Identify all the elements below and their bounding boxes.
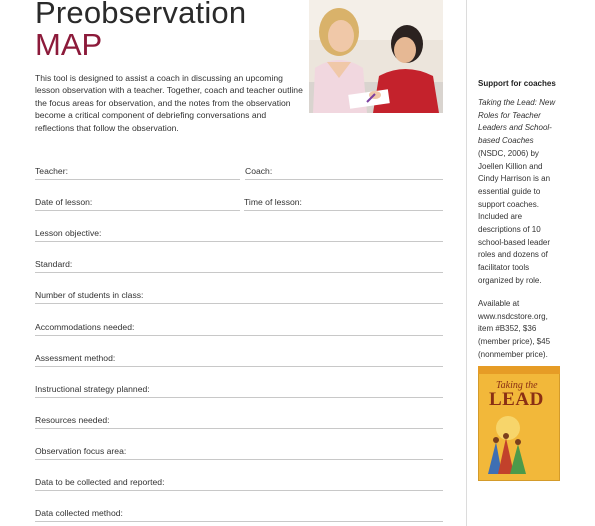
coach-field[interactable] (245, 165, 443, 180)
assessment-label: Assessment method: (35, 353, 116, 363)
time-label: Time of lesson: (244, 197, 302, 207)
page-title-line2: MAP (35, 27, 103, 62)
teacher-label: Teacher: (35, 166, 68, 176)
accommodations-label: Accommodations needed: (35, 322, 135, 332)
focus-field[interactable] (35, 445, 443, 460)
sidebar-book-details: (NSDC, 2006) by Joellen Killion and Cindy Harrison is an essential guide to support coaches. Included are descriptions of 10 school-based leader roles and dozens of facilitator tools organized by role. (478, 148, 551, 285)
students-field[interactable] (35, 289, 443, 304)
book-cover-footer (478, 475, 560, 479)
resources-field[interactable] (35, 414, 443, 429)
page-title-line1: Preobservation (35, 0, 247, 30)
strategy-label: Instructional strategy planned: (35, 384, 150, 394)
focus-label: Observation focus area: (35, 446, 127, 456)
book-cover-topband (478, 366, 560, 374)
sidebar-book-title: Taking the Lead: New Roles for Teacher Leaders and School-based Coaches (478, 98, 556, 146)
standard-field[interactable] (35, 258, 443, 273)
resources-label: Resources needed: (35, 415, 110, 425)
sidebar-description (478, 97, 560, 288)
objective-label: Lesson objective: (35, 228, 102, 238)
sidebar-heading: Support for coaches (478, 79, 556, 88)
teacher-field[interactable] (35, 165, 240, 180)
data-reported-field[interactable] (35, 476, 443, 491)
book-cover-title-small: Taking the (496, 380, 538, 391)
date-field[interactable] (35, 196, 240, 211)
accommodations-field[interactable] (35, 321, 443, 336)
coach-label: Coach: (245, 166, 273, 176)
data-method-label: Data collected method: (35, 508, 123, 518)
data-method-field[interactable] (35, 507, 443, 522)
objective-field[interactable] (35, 227, 443, 242)
book-cover-title-big: LEAD (489, 389, 544, 410)
data-reported-label: Data to be collected and reported: (35, 477, 165, 487)
photo-illustration (309, 0, 443, 113)
coach-teacher-photo (309, 0, 443, 113)
sidebar-divider (466, 0, 467, 526)
book-cover[interactable] (478, 366, 560, 481)
time-field[interactable] (244, 196, 443, 211)
standard-label: Standard: (35, 259, 73, 269)
strategy-field[interactable] (35, 383, 443, 398)
assessment-field[interactable] (35, 352, 443, 367)
sidebar-availability: Available at www.nsdcstore.org, item #B352, $36 (member price), $45 (nonmember price). (478, 299, 551, 359)
students-label: Number of students in class: (35, 290, 144, 300)
intro-paragraph: This tool is designed to assist a coach in discussing an upcoming lesson observation with a teacher. Together, coach and teacher outline the focus areas for observation, and the notes from the observation become a critical component of debriefing conversations and reflections that follow the observation. (35, 73, 303, 133)
book-cover-subtitle (533, 418, 557, 425)
book-cover-art (482, 414, 534, 474)
date-label: Date of lesson: (35, 197, 93, 207)
